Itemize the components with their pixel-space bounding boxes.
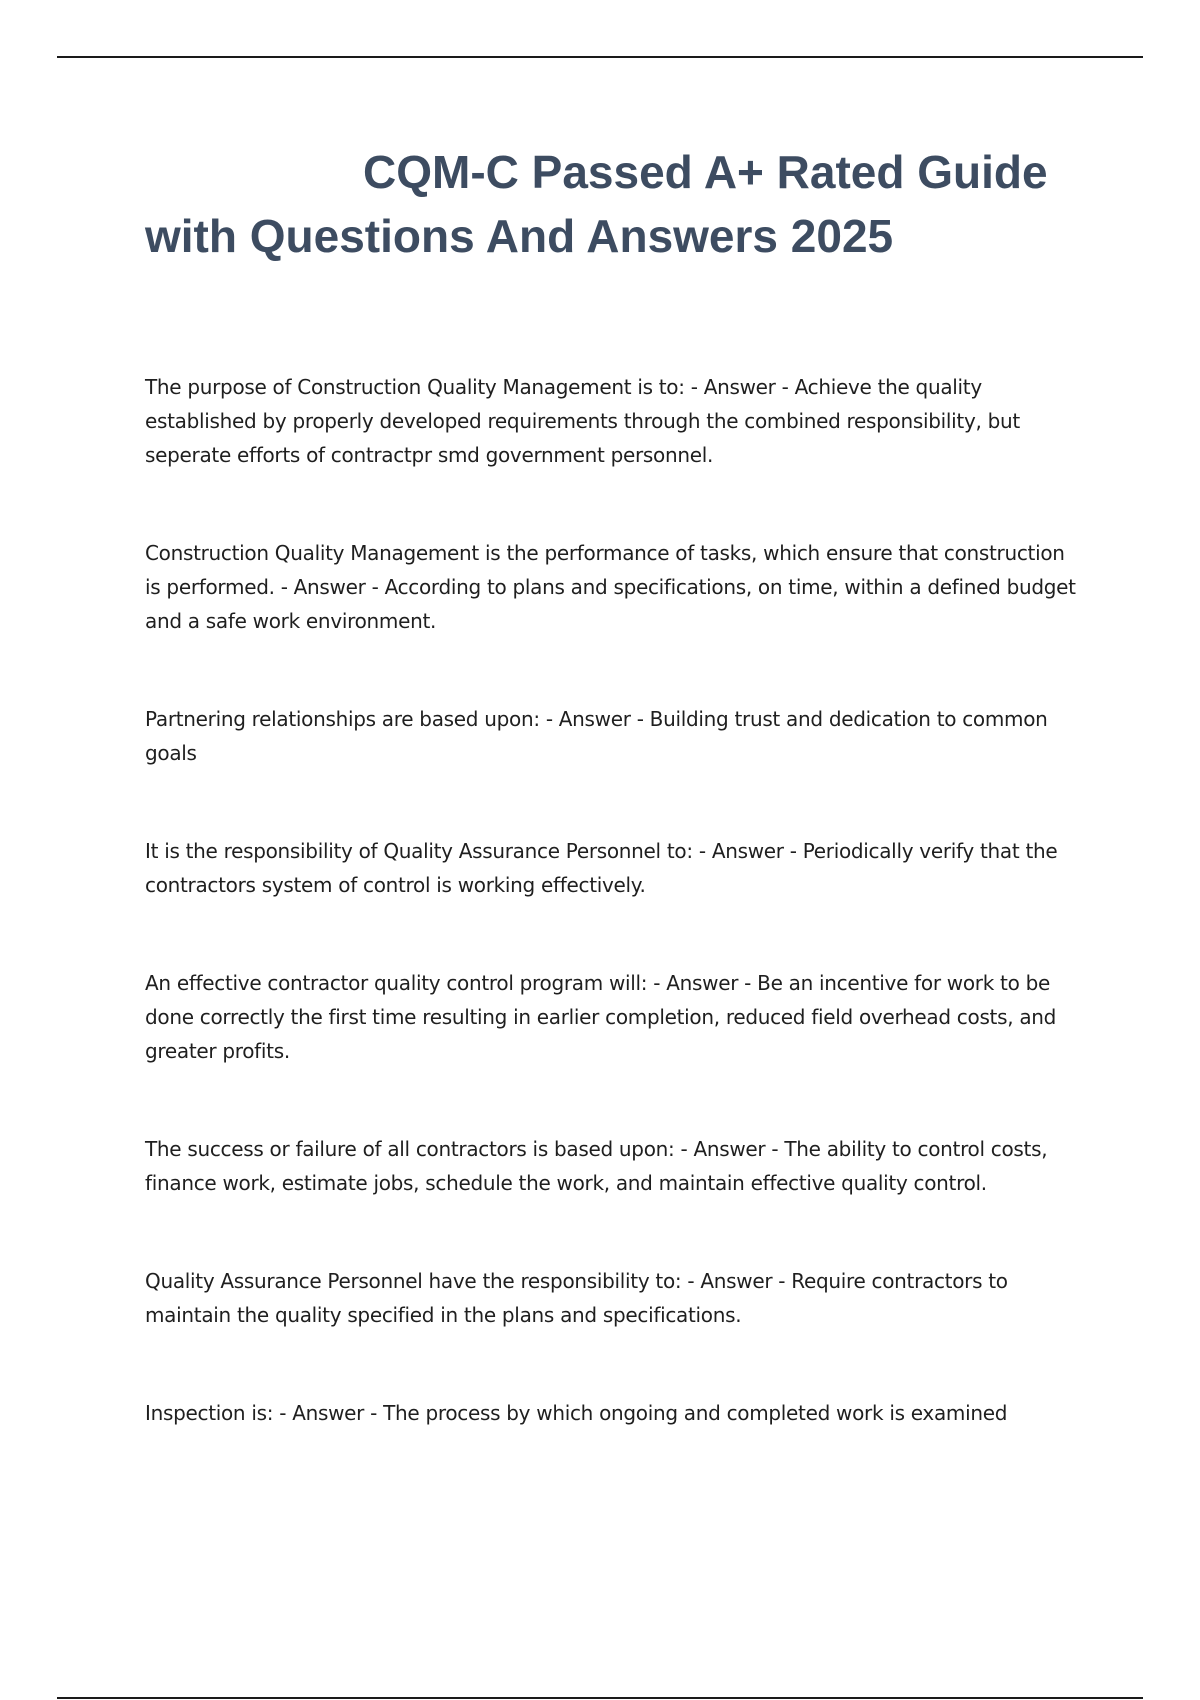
qa-item: The purpose of Construction Quality Management is to: - Answer - Achieve the quality established by properly developed requirements through the combined responsibility, but seperate efforts of contractpr smd government personnel. bbox=[145, 375, 1020, 467]
qa-item: An effective contractor quality control program will: - Answer - Be an incentive for work to be done correctly the first time resulting in earlier completion, reduced field overhead costs, and greater profits. bbox=[145, 971, 1057, 1063]
qa-item: Quality Assurance Personnel have the responsibility to: - Answer - Require contractors to maintain the quality specified in the plans and specifications. bbox=[145, 1269, 1008, 1327]
question-answer-list bbox=[145, 370, 1085, 1430]
qa-item: Inspection is: - Answer - The process by which ongoing and completed work is examined bbox=[145, 1401, 1008, 1425]
qa-item: The success or failure of all contractors is based upon: - Answer - The ability to control costs, finance work, estimate jobs, schedule the work, and maintain effective quality control. bbox=[145, 1137, 1048, 1195]
document-title bbox=[145, 140, 1085, 268]
qa-item: Partnering relationships are based upon: - Answer - Building trust and dedication to common goals bbox=[145, 707, 1048, 765]
top-horizontal-rule bbox=[57, 56, 1143, 58]
qa-item: It is the responsibility of Quality Assurance Personnel to: - Answer - Periodically verify that the contractors system of control is working effectively. bbox=[145, 839, 1058, 897]
qa-item: Construction Quality Management is the performance of tasks, which ensure that construction is performed. - Answer - According to plans and specifications, on time, within a defined budget and a safe work environment. bbox=[145, 541, 1076, 633]
document-title-line-1: CQM-C Passed A+ Rated Guide bbox=[363, 146, 1048, 198]
document-title-line-2: with Questions And Answers 2025 bbox=[145, 210, 894, 262]
bottom-horizontal-rule bbox=[57, 1697, 1143, 1699]
